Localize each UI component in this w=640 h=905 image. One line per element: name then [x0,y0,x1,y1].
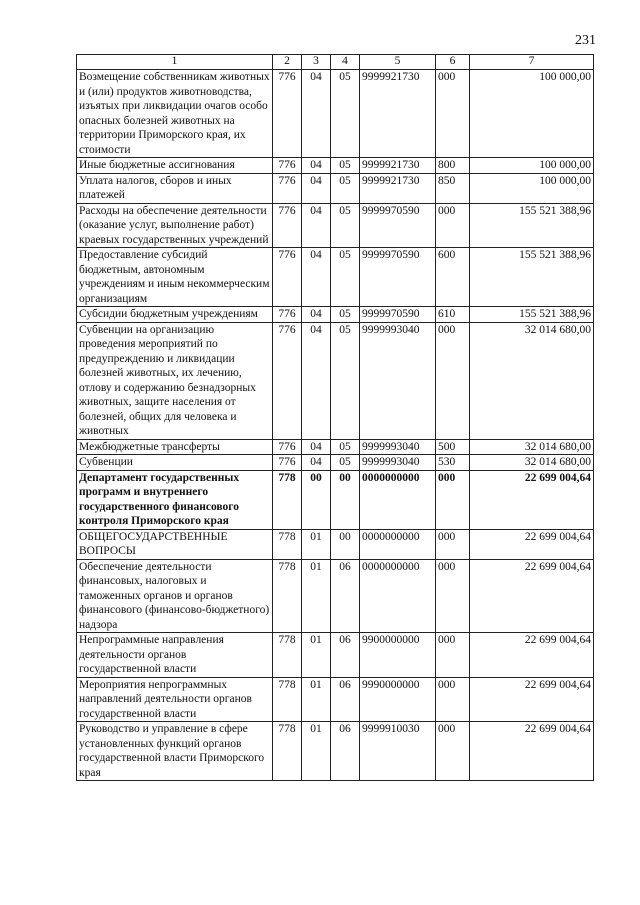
row-expense-type: 000 [436,470,470,529]
table-row [77,322,594,439]
row-admin-code: 778 [273,470,302,529]
row-name: Субвенции [77,455,273,471]
row-target-code: 9999970590 [360,203,436,248]
table-row-department [77,470,594,529]
row-name: Непрограммные направления деятельности органов государственной власти [77,633,273,678]
row-name: Уплата налогов, сборов и иных платежей [77,173,273,203]
col-header-4: 4 [331,55,360,70]
row-section: 04 [302,173,331,203]
row-admin-code: 776 [273,158,302,174]
row-expense-type: 000 [436,322,470,439]
table-row [77,633,594,678]
col-header-1: 1 [77,55,273,70]
row-name: Возмещение собственникам животных и (или) продуктов животноводства, изъятых при ликвидации очагов особо опасных болезней животных на территории Приморского края, их стоимости [77,70,273,158]
row-subsection: 05 [331,307,360,323]
row-amount: 32 014 680,00 [470,322,594,439]
row-name: Расходы на обеспечение деятельности (оказание услуг, выполнение работ) краевых государственных учреждений [77,203,273,248]
row-name: Иные бюджетные ассигнования [77,158,273,174]
row-amount: 32 014 680,00 [470,439,594,455]
row-target-code: 0000000000 [360,559,436,633]
row-admin-code: 776 [273,70,302,158]
row-target-code: 9999993040 [360,455,436,471]
row-amount: 22 699 004,64 [470,529,594,559]
row-section: 04 [302,307,331,323]
row-subsection: 06 [331,722,360,781]
col-header-2: 2 [273,55,302,70]
row-amount: 100 000,00 [470,158,594,174]
row-admin-code: 776 [273,203,302,248]
row-target-code: 9999993040 [360,439,436,455]
row-name: Субсидии бюджетным учреждениям [77,307,273,323]
col-header-7: 7 [470,55,594,70]
row-admin-code: 776 [273,248,302,307]
col-header-6: 6 [436,55,470,70]
row-subsection: 06 [331,677,360,722]
row-expense-type: 000 [436,529,470,559]
row-admin-code: 776 [273,173,302,203]
row-section: 04 [302,158,331,174]
row-section: 01 [302,677,331,722]
row-subsection: 05 [331,322,360,439]
row-amount: 155 521 388,96 [470,248,594,307]
row-admin-code: 776 [273,307,302,323]
table-row [77,307,594,323]
row-section: 01 [302,722,331,781]
row-amount: 32 014 680,00 [470,455,594,471]
table-row [77,439,594,455]
row-amount: 22 699 004,64 [470,677,594,722]
row-amount: 22 699 004,64 [470,633,594,678]
row-admin-code: 778 [273,722,302,781]
row-expense-type: 000 [436,203,470,248]
table-row [77,722,594,781]
header-row [77,55,594,70]
row-expense-type: 600 [436,248,470,307]
row-subsection: 00 [331,529,360,559]
col-header-3: 3 [302,55,331,70]
row-name: Субвенции на организацию проведения мероприятий по предупреждению и ликвидации болезней животных, их лечению, отлову и содержанию безнадзорных животных, защите населения от болезней, общих для человека и животных [77,322,273,439]
table-row [77,158,594,174]
row-admin-code: 778 [273,559,302,633]
row-name: ОБЩЕГОСУДАРСТВЕННЫЕ ВОПРОСЫ [77,529,273,559]
row-section: 04 [302,322,331,439]
row-target-code: 9999993040 [360,322,436,439]
table-row [77,173,594,203]
row-admin-code: 778 [273,677,302,722]
table-row [77,677,594,722]
row-subsection: 05 [331,173,360,203]
row-name: Руководство и управление в сфере установленных функций органов государственной власти Приморского края [77,722,273,781]
row-admin-code: 778 [273,633,302,678]
row-subsection: 05 [331,455,360,471]
row-target-code: 9999970590 [360,307,436,323]
row-target-code: 9999970590 [360,248,436,307]
row-expense-type: 850 [436,173,470,203]
row-amount: 22 699 004,64 [470,722,594,781]
row-section: 04 [302,70,331,158]
row-section: 04 [302,203,331,248]
row-admin-code: 776 [273,322,302,439]
row-expense-type: 000 [436,70,470,158]
row-target-code: 9999921730 [360,70,436,158]
row-admin-code: 776 [273,439,302,455]
row-section: 04 [302,455,331,471]
table-row [77,559,594,633]
row-subsection: 05 [331,439,360,455]
row-expense-type: 530 [436,455,470,471]
row-amount: 22 699 004,64 [470,559,594,633]
row-expense-type: 800 [436,158,470,174]
table-row [77,248,594,307]
row-section: 01 [302,633,331,678]
row-subsection: 06 [331,633,360,678]
row-subsection: 05 [331,248,360,307]
row-section: 04 [302,439,331,455]
row-subsection: 05 [331,158,360,174]
row-subsection: 06 [331,559,360,633]
row-amount: 22 699 004,64 [470,470,594,529]
row-amount: 100 000,00 [470,70,594,158]
row-admin-code: 776 [273,455,302,471]
row-expense-type: 610 [436,307,470,323]
row-target-code: 9990000000 [360,677,436,722]
row-target-code: 9999921730 [360,173,436,203]
row-section: 01 [302,529,331,559]
row-name: Межбюджетные трансферты [77,439,273,455]
row-expense-type: 000 [436,677,470,722]
row-target-code: 0000000000 [360,470,436,529]
table-row [77,529,594,559]
row-subsection: 05 [331,203,360,248]
row-target-code: 9900000000 [360,633,436,678]
row-section: 04 [302,248,331,307]
table-row [77,70,594,158]
table-row [77,203,594,248]
row-expense-type: 000 [436,633,470,678]
row-section: 01 [302,559,331,633]
row-expense-type: 500 [436,439,470,455]
row-subsection: 05 [331,70,360,158]
table-row [77,455,594,471]
row-amount: 155 521 388,96 [470,203,594,248]
col-header-5: 5 [360,55,436,70]
row-target-code: 9999921730 [360,158,436,174]
row-amount: 100 000,00 [470,173,594,203]
row-target-code: 0000000000 [360,529,436,559]
row-name: Мероприятия непрограммных направлений деятельности органов государственной власти [77,677,273,722]
row-section: 00 [302,470,331,529]
row-expense-type: 000 [436,559,470,633]
budget-table [76,54,594,781]
row-amount: 155 521 388,96 [470,307,594,323]
row-expense-type: 000 [436,722,470,781]
row-subsection: 00 [331,470,360,529]
row-target-code: 9999910030 [360,722,436,781]
row-name: Обеспечение деятельности финансовых, налоговых и таможенных органов и органов финансового (финансово-бюджетного) надзора [77,559,273,633]
row-name: Предоставление субсидий бюджетным, автономным учреждениям и иным некоммерческим организациям [77,248,273,307]
row-admin-code: 778 [273,529,302,559]
page-number: 231 [575,33,596,48]
row-name: Департамент государственных программ и внутреннего государственного финансового контроля Приморского края [77,470,273,529]
